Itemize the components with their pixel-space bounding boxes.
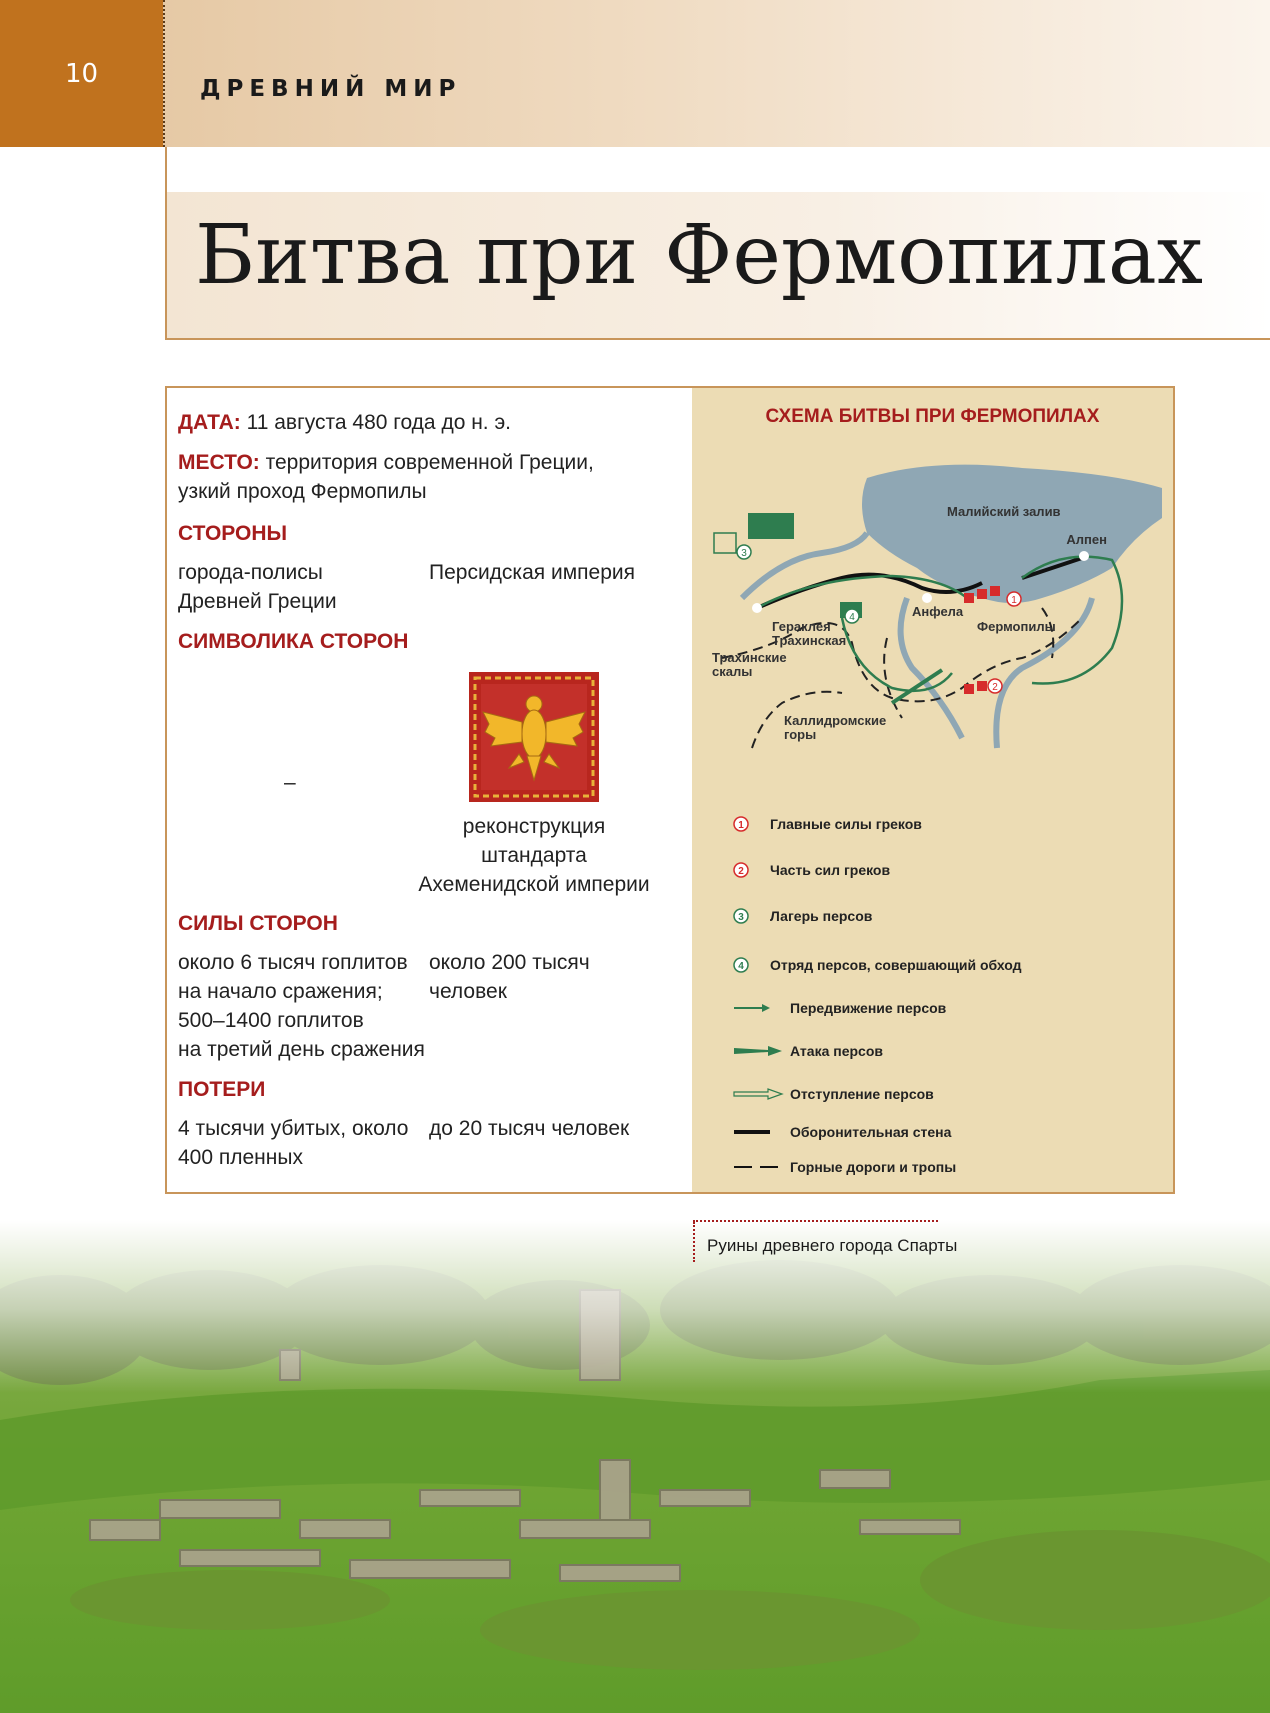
legend-text-4: Отряд персов, совершающий обход: [770, 957, 1022, 973]
greek-side-2: Древней Греции: [178, 590, 337, 613]
greek-losses-1: 4 тысячи убитых, около: [178, 1117, 409, 1140]
marker-4: [845, 609, 859, 623]
label-heraclea-1: Гераклея: [772, 619, 831, 634]
legend-defensive-wall: [732, 1120, 951, 1144]
legend-text-6: Атака персов: [790, 1043, 883, 1059]
forces-heading: СИЛЫ СТОРОН: [178, 912, 338, 935]
greek-forces-2: на начало сражения;: [178, 980, 383, 1003]
greek-symbol: –: [284, 771, 296, 794]
retreat-arrow-icon: [732, 1087, 784, 1101]
label-rocks-1: Трахинские: [712, 650, 787, 665]
greek-forces-4: на третий день сражения: [178, 1038, 425, 1061]
persian-forces-2: человек: [429, 980, 507, 1003]
marker-3: [737, 545, 751, 559]
persian-forces-1: около 200 тысяч: [429, 951, 590, 974]
legend-text-7: Отступление персов: [790, 1086, 934, 1102]
legend-text-2: Часть сил греков: [770, 862, 891, 878]
legend-text-3: Лагерь персов: [770, 908, 873, 924]
legend-persian-attack: [732, 1039, 883, 1063]
legend-persian-retreat: [732, 1082, 934, 1106]
date-value: 11 августа 480 года до н. э.: [246, 411, 512, 434]
place-label: МЕСТО:: [178, 451, 260, 474]
persian-camp: [748, 513, 794, 539]
svg-text:3: 3: [741, 548, 747, 559]
page-title: Битва при Фермопилах: [195, 208, 1204, 303]
label-anfela: Анфела: [912, 604, 964, 619]
mountain-path-3: [884, 638, 902, 718]
map-title: СХЕМА БИТВЫ ПРИ ФЕРМОПИЛАХ: [765, 406, 1100, 427]
label-gulf: Малийский залив: [947, 504, 1061, 519]
place-row: [178, 448, 594, 477]
date-row: [178, 408, 511, 437]
svg-text:3: 3: [738, 912, 744, 923]
section-title: ДРЕВНИЙ МИР: [200, 76, 462, 102]
legend-marker-4: [732, 956, 750, 974]
greek-forces-3: 500–1400 гоплитов: [178, 1009, 364, 1032]
sides-heading: СТОРОНЫ: [178, 522, 288, 545]
fort-icon: [714, 533, 736, 553]
heraclea-dot: [752, 603, 762, 613]
place-line-2: узкий проход Фермопилы: [178, 480, 427, 503]
legend-persian-detachment: [732, 953, 1022, 977]
symbols-heading: СИМВОЛИКА СТОРОН: [178, 630, 409, 653]
info-panel: [165, 386, 1175, 1194]
legend-marker-1: [732, 815, 750, 833]
legend-marker-2: [732, 861, 750, 879]
marker-1: [1007, 592, 1021, 606]
marker-2: [988, 679, 1002, 693]
legend-mountain-paths: [732, 1155, 956, 1179]
page-number: 10: [0, 0, 163, 147]
caption-divider: [693, 1220, 938, 1222]
label-mountains-1: Каллидромские: [784, 713, 887, 728]
svg-text:1: 1: [1011, 595, 1017, 606]
label-thermopylae: Фермопилы: [977, 619, 1056, 634]
title-connector: [165, 147, 167, 193]
dashed-path-icon: [732, 1162, 784, 1172]
standard-caption-3: Ахеменидской империи: [418, 873, 650, 896]
svg-text:2: 2: [738, 866, 744, 877]
greek-forces-1: около 6 тысяч гоплитов: [178, 951, 408, 974]
facts-column: [167, 388, 692, 1192]
standard-caption-1: реконструкция: [462, 815, 606, 838]
greek-losses-2: 400 пленных: [178, 1146, 303, 1169]
label-mountains-2: горы: [784, 727, 817, 742]
alpen-dot: [1079, 551, 1089, 561]
sparta-ruins-photo: [0, 1220, 1270, 1713]
svg-text:4: 4: [849, 612, 855, 623]
legend-text-5: Передвижение персов: [790, 1000, 947, 1016]
persian-move-2: [842, 618, 952, 691]
label-alpen: Алпен: [1066, 532, 1107, 547]
movement-arrow-icon: [732, 1002, 772, 1014]
persian-side: Персидская империя: [429, 561, 635, 584]
legend-marker-3: [732, 907, 750, 925]
standard-caption-2: штандарта: [481, 844, 587, 867]
svg-text:2: 2: [992, 682, 998, 693]
anfela-dot: [922, 593, 932, 603]
legend-persian-camp: [732, 904, 872, 928]
header-divider: [163, 0, 165, 147]
persian-standard: [469, 672, 599, 802]
legend-text-8: Оборонительная стена: [790, 1124, 952, 1140]
map-diagram: [692, 448, 1173, 848]
legend-greek-main: [732, 812, 922, 836]
persian-losses: до 20 тысяч человек: [429, 1117, 630, 1140]
wall-line-icon: [732, 1127, 772, 1137]
greek-side-1: города-полисы: [178, 561, 323, 584]
caption-marker: [693, 1222, 695, 1262]
place-value: территория современной Греции,: [265, 451, 594, 474]
title-box: [165, 192, 1270, 340]
svg-text:1: 1: [738, 820, 744, 831]
legend-persian-movement: [732, 996, 946, 1020]
legend-text-1: Главные силы греков: [770, 816, 922, 832]
battle-map: [692, 388, 1173, 1192]
label-heraclea-2: Трахинская: [772, 633, 847, 648]
legend-greek-part: [732, 858, 890, 882]
photo-caption: Руины древнего города Спарты: [707, 1236, 958, 1255]
legend-text-9: Горные дороги и тропы: [790, 1159, 957, 1175]
date-label: ДАТА:: [178, 411, 241, 434]
attack-arrow-icon: [732, 1044, 784, 1058]
river-2: [901, 598, 962, 738]
header-band: [163, 0, 1270, 147]
label-rocks-2: скалы: [712, 664, 753, 679]
losses-heading: ПОТЕРИ: [178, 1078, 266, 1101]
svg-text:4: 4: [738, 961, 744, 972]
